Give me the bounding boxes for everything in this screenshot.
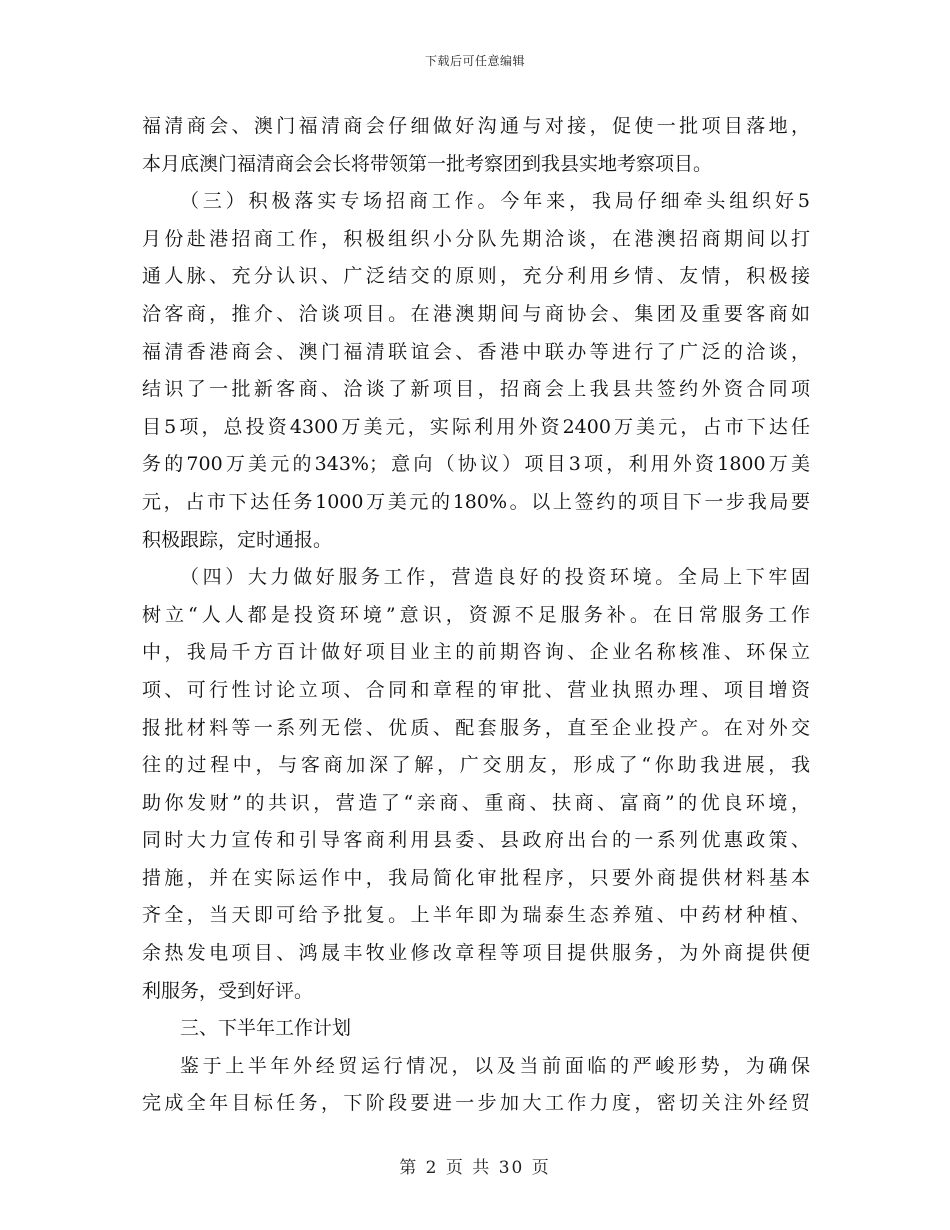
text-line: 报批材料等一系列无偿、优质、配套服务，直至企业投产。在对外交 <box>142 716 810 739</box>
text-line: 务的700万美元的343%；意向（协议）项目3项，利用外资1800万美 <box>142 453 810 476</box>
text-line: 月份赴港招商工作，积极组织小分队先期洽谈，在港澳招商期间以打 <box>142 227 810 250</box>
page-number: 第 2 页 共 30 页 <box>399 1158 551 1178</box>
text-line: 往的过程中，与客商加深了解，广交朋友，形成了“你助我进展，我 <box>142 754 810 777</box>
text-line: 通人脉、充分认识、广泛结交的原则，充分利用乡情、友情，积极接 <box>142 265 810 288</box>
paragraph-heading-3: （三）积极落实专场招商工作。今年来，我局仔细牵头组织好5 <box>180 190 810 213</box>
text-line: 积极跟踪，定时通报。 <box>142 528 333 551</box>
section-heading: 三、下半年工作计划 <box>180 1017 352 1040</box>
paragraph-heading-4: （四）大力做好服务工作，营造良好的投资环境。全局上下牢固 <box>180 566 810 589</box>
text-line: 结识了一批新客商、洽谈了新项目，招商会上我县共签约外资合同项 <box>142 378 810 401</box>
text-line: 完成全年目标任务，下阶段要进一步加大工作力度，密切关注外经贸 <box>142 1092 810 1115</box>
text-line: 中，我局千方百计做好项目业主的前期咨询、企业名称核准、环保立 <box>142 641 810 664</box>
text-line: 本月底澳门福清商会会长将带领第一批考察团到我县实地考察项目。 <box>142 152 713 175</box>
text-line: 项、可行性讨论立项、合同和章程的审批、营业执照办理、项目增资 <box>142 678 810 701</box>
text-line: 福清商会、澳门福清商会仔细做好沟通与对接，促使一批项目落地， <box>142 115 810 137</box>
text-line: 树立“人人都是投资环境”意识，资源不足服务补。在日常服务工作 <box>142 603 810 626</box>
header-note: 下载后可任意编辑 <box>424 54 525 68</box>
text-line: 福清香港商会、澳门福清联谊会、香港中联办等进行了广泛的洽谈， <box>142 340 810 363</box>
text-line: 助你发财”的共识，营造了“亲商、重商、扶商、富商”的优良环境， <box>142 791 810 814</box>
text-line: 洽客商，推介、洽谈项目。在港澳期间与商协会、集团及重要客商如 <box>142 302 810 325</box>
text-line: 目5项，总投资4300万美元，实际利用外资2400万美元，占市下达任 <box>142 415 810 438</box>
text-line: 元，占市下达任务1000万美元的180%。以上签约的项目下一步我局要 <box>142 490 810 513</box>
text-line: 利服务，受到好评。 <box>142 979 314 1002</box>
text-line: 措施，并在实际运作中，我局简化审批程序，只要外商提供材料基本 <box>142 866 810 889</box>
text-line: 鉴于上半年外经贸运行情况，以及当前面临的严峻形势，为确保 <box>180 1054 810 1077</box>
text-line: 同时大力宣传和引导客商利用县委、县政府出台的一系列优惠政策、 <box>142 829 810 852</box>
text-line: 齐全，当天即可给予批复。上半年即为瑞泰生态养殖、中药材种植、 <box>142 904 810 927</box>
body-text <box>142 108 810 1123</box>
text-line: 余热发电项目、鸿晟丰牧业修改章程等项目提供服务，为外商提供便 <box>142 942 810 965</box>
